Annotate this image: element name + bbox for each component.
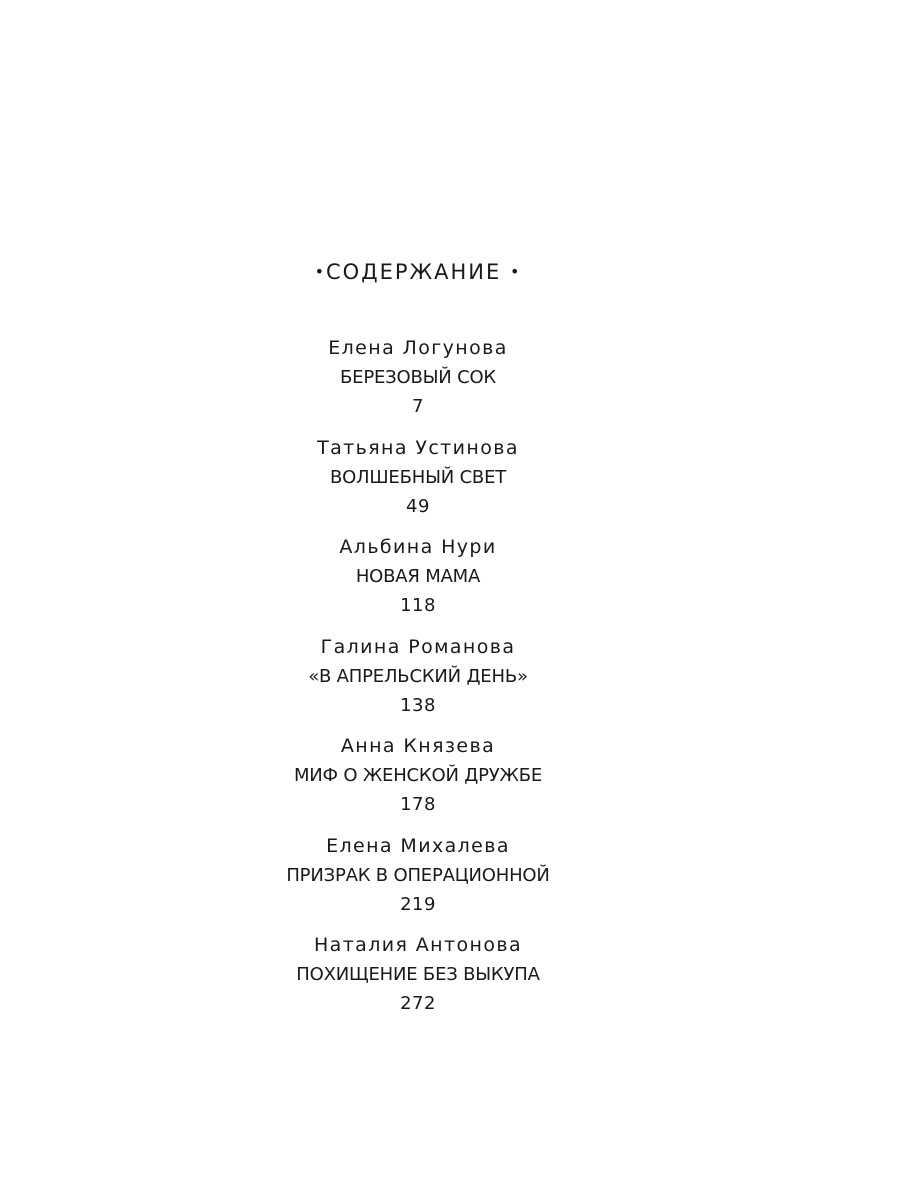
toc-heading-text: СОДЕРЖАНИЕ bbox=[326, 260, 502, 284]
entry-page-number: 272 bbox=[400, 993, 436, 1014]
entry-title: ПРИЗРАК В ОПЕРАЦИОННОЙ bbox=[286, 864, 550, 886]
toc-heading bbox=[0, 258, 836, 286]
bullet-left: • bbox=[314, 262, 326, 281]
entry-title: ВОЛШЕБНЫЙ СВЕТ bbox=[329, 466, 507, 488]
toc-entry[interactable] bbox=[0, 434, 836, 534]
entry-author: Альбина Нури bbox=[339, 536, 497, 558]
toc-entries bbox=[0, 334, 836, 1031]
entry-page-number: 178 bbox=[400, 794, 436, 815]
toc-entry[interactable] bbox=[0, 533, 836, 633]
entry-page-number: 49 bbox=[406, 495, 430, 517]
entry-author: Анна Князева bbox=[340, 735, 496, 757]
entry-title: МИФ О ЖЕНСКОЙ ДРУЖБЕ bbox=[293, 765, 543, 786]
entry-page-number: 138 bbox=[400, 694, 436, 716]
bullet-right: • bbox=[509, 262, 522, 281]
entry-author: Елена Логунова bbox=[328, 337, 508, 359]
entry-author: Елена Михалева bbox=[326, 834, 510, 857]
toc-entry[interactable] bbox=[0, 633, 836, 733]
entry-author: Наталия Антонова bbox=[313, 934, 522, 956]
entry-title: ПОХИЩЕНИЕ БЕЗ ВЫКУПА bbox=[296, 964, 540, 985]
entry-page-number: 219 bbox=[400, 893, 436, 915]
entry-title: «В АПРЕЛЬСКИЙ ДЕНЬ» bbox=[308, 665, 528, 687]
entry-page-number: 7 bbox=[412, 396, 424, 417]
entry-author: Галина Романова bbox=[320, 635, 516, 658]
entry-page-number: 118 bbox=[400, 595, 436, 616]
toc-entry[interactable] bbox=[0, 832, 836, 932]
entry-title: НОВАЯ МАМА bbox=[355, 566, 481, 587]
toc-entry[interactable] bbox=[0, 931, 836, 1031]
entry-title: БЕРЕЗОВЫЙ СОК bbox=[340, 367, 496, 388]
entry-author: Татьяна Устинова bbox=[317, 436, 519, 459]
toc-entry[interactable] bbox=[0, 334, 836, 434]
toc-entry[interactable] bbox=[0, 732, 836, 832]
